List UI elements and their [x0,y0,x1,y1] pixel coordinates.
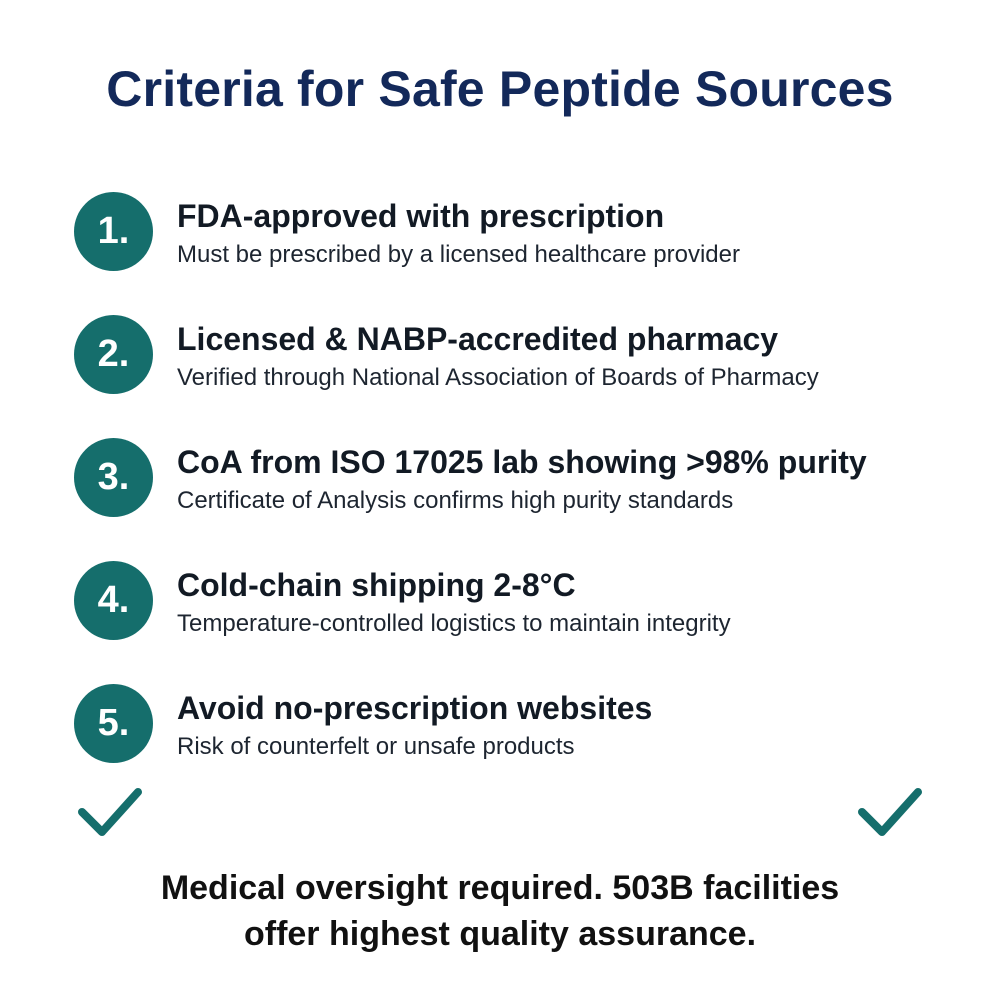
criterion-title: Avoid no-prescription websites [177,690,653,726]
criterion-description: Must be prescribed by a licensed healthcare provider [177,240,740,268]
criterion-text [177,198,977,270]
criterion-description: Certificate of Analysis confirms high purity standards [177,486,734,514]
criterion-description: Temperature-controlled logistics to maintain integrity [177,609,731,637]
number-badge: 3. [74,438,153,517]
criterion-text [177,444,977,516]
page-title: Criteria for Safe Peptide Sources [106,61,894,117]
number-badge: 1. [74,192,153,271]
criterion-text [177,690,977,762]
criterion-item [74,315,974,438]
criterion-title: Cold-chain shipping 2-8°C [177,567,576,603]
criterion-item [74,438,974,561]
footer-line: Medical oversight required. 503B facilities [160,869,840,907]
criterion-title: FDA-approved with prescription [177,198,665,234]
number-badge: 5. [74,684,153,763]
number-badge: 4. [74,561,153,640]
criterion-description: Risk of counterfelt or unsafe products [177,732,575,760]
footer-line: offer highest quality assurance. [243,914,757,953]
criterion-item [74,561,974,684]
checkmark-icon [78,786,142,838]
number-badge: 2. [74,315,153,394]
criterion-description: Verified through National Association of Boards of Pharmacy [177,363,819,391]
criterion-item [74,684,974,807]
criteria-list [74,192,974,807]
criterion-item [74,192,974,315]
footer-note [0,866,1000,958]
criterion-title: CoA from ISO 17025 lab showing >98% purity [177,444,867,480]
checkmark-icon [858,786,922,838]
criterion-text [177,567,977,639]
criterion-title: Licensed & NABP-accredited pharmacy [177,321,779,357]
criterion-text [177,321,977,393]
